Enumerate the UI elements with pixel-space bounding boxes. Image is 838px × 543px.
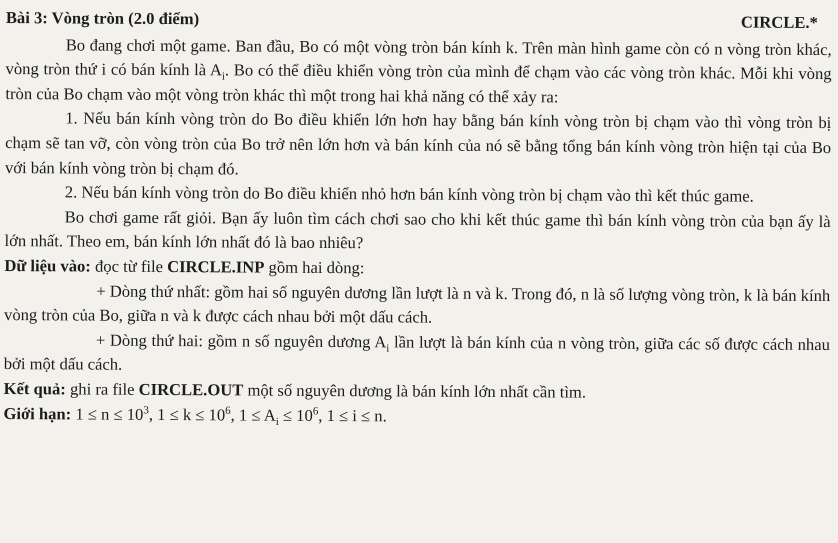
input-label: Dữ liệu vào: [4,255,91,276]
input-line-1-paragraph: + Dòng thứ nhất: gồm hai số nguyên dương lần lượt là n và k. Trong đó, n là số lượng vòng tròn, k là bán kính vòng tròn của Bo, giữa n và k được cách nhau bởi một dấu cách. [4,281,831,327]
output-file-name: CIRCLE.OUT [138,379,244,400]
question-paragraph: Bo chơi game rất giỏi. Bạn ấy luôn tìm cách chơi sao cho khi kết thúc game thì bán kính vòng tròn của bạn ấy là lớn nhất. Theo em, bán kính lớn nhất đó là bao nhiêu? [4,207,831,253]
limit-sub-3: i [275,415,279,428]
input-file-name: CIRCLE.INP [167,256,265,277]
line-2-text-a: + Dòng thứ hai: gồm n số nguyên dương A [95,330,387,352]
limit-part-2: , 1 ≤ k ≤ 10 [148,404,226,424]
limit-part-4: ≤ 10 [278,405,313,425]
limit-part-5: , 1 ≤ i ≤ n. [318,405,387,425]
limit-sup-1: 3 [143,403,149,416]
limit-label: Giới hạn: [3,403,72,423]
problem-code: CIRCLE.* [740,12,818,32]
output-label: Kết quả: [3,378,66,399]
input-text-1: đọc từ file [90,256,168,276]
problem-title: Bài 3: Vòng tròn (2.0 điểm) [5,8,200,29]
intro-subscript: i [221,70,225,83]
input-line-2-paragraph [4,328,830,382]
output-text-2: một số nguyên dương là bán kính lớn nhất cần tìm. [243,380,587,402]
intro-text-1: Bo đang chơi một game. Ban đầu, Bo có một vòng tròn bán kính k. Trên màn hình game còn có n vòng tròn khác, vòng tròn thứ i có bán kính là A [5,34,832,80]
intro-text-2: . Bo có thể điều khiển vòng tròn của mình để chạm vào các vòng tròn khác. Mỗi khi vòng tròn của Bo chạm vào một vòng tròn khác thì một trong hai khả năng có thể xảy ra: [5,60,832,107]
line-2-text-b: lần lượt là bán kính của n vòng tròn, giữa các số được cách nhau bởi một dấu cách. [3,332,830,375]
line-2-subscript: i [386,342,390,355]
intro-paragraph [5,33,831,112]
input-text-2: gồm hai dòng: [264,257,365,278]
limit-sup-4: 6 [312,404,319,417]
problem-header [6,6,818,36]
rule-2-paragraph: 2. Nếu bán kính vòng tròn do Bo điều khiển nhỏ hơn bán kính vòng tròn bị chạm vào thì kết thúc game. [64,182,754,206]
limits-paragraph [3,402,829,432]
limit-sup-2: 6 [225,404,231,417]
rule-1-paragraph: 1. Nếu bán kính vòng tròn do Bo điều khiển lớn hơn hay bằng bán kính vòng tròn bị chạm vào thì vòng tròn bị chạm sẽ tan vỡ, còn vòng tròn của Bo trở nên lớn hơn và bán kính của nó sẽ bằng tổng bán kính vòng tròn hiện tại của Bo với bán kính vòng tròn bị chạm đó. [4,108,832,179]
output-text-1: ghi ra file [65,379,139,399]
limit-part-1: 1 ≤ n ≤ 10 [71,403,144,424]
limit-part-3: , 1 ≤ A [230,404,276,425]
